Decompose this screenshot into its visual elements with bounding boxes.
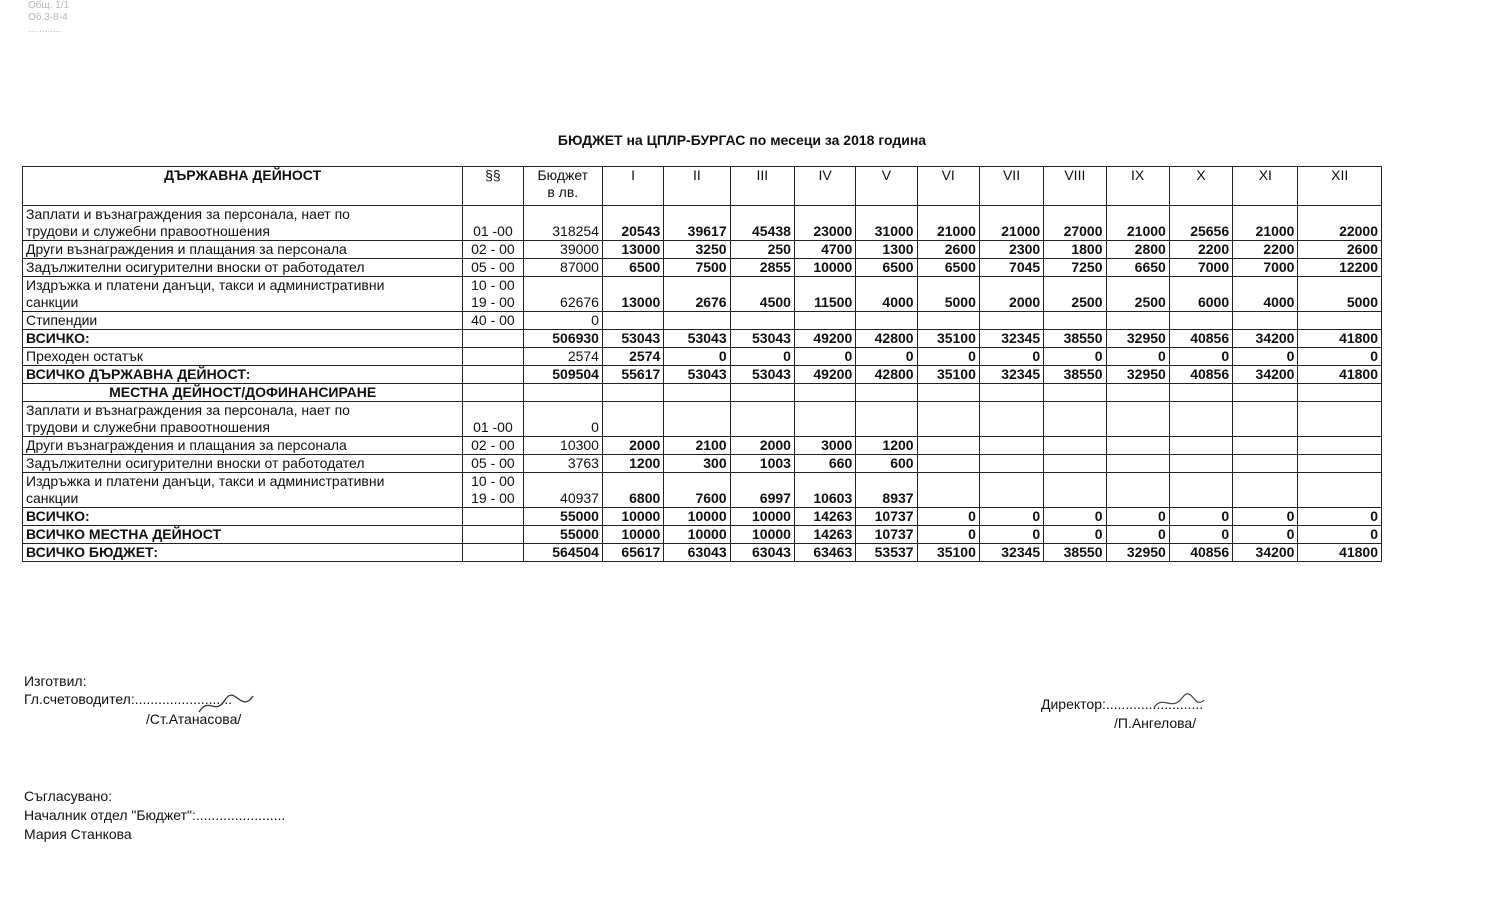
table-row — [23, 437, 1382, 455]
budget-head-name: Мария Станкова — [24, 826, 132, 842]
month-cell — [1169, 437, 1232, 455]
row-label: ВСИЧКО: — [23, 508, 463, 526]
month-cell: 0 — [664, 348, 730, 366]
month-cell: 34200 — [1233, 330, 1298, 348]
month-cell — [917, 455, 979, 473]
month-cell: 7250 — [1044, 259, 1106, 277]
month-cell: 53043 — [664, 330, 730, 348]
month-cell — [979, 473, 1043, 508]
month-cell — [979, 402, 1043, 437]
month-cell: 0 — [979, 526, 1043, 544]
month-cell — [602, 384, 663, 402]
month-cell: 42800 — [856, 330, 917, 348]
month-cell: 0 — [730, 348, 794, 366]
stamp-line: ............ — [28, 24, 62, 35]
month-cell: 5000 — [1298, 277, 1382, 312]
month-cell: 34200 — [1233, 366, 1298, 384]
row-label: Стипендии — [23, 312, 463, 330]
month-cell: 2200 — [1169, 241, 1232, 259]
month-cell: 0 — [1298, 348, 1382, 366]
month-cell: 2600 — [917, 241, 979, 259]
row-budget: 318254 — [523, 206, 602, 241]
month-cell: 12200 — [1298, 259, 1382, 277]
agreed-label: Съгласувано: — [24, 788, 113, 804]
row-budget: 55000 — [523, 508, 602, 526]
month-cell: 14263 — [794, 508, 855, 526]
month-cell — [1298, 437, 1382, 455]
row-label: ВСИЧКО ДЪРЖАВНА ДЕЙНОСТ: — [23, 366, 463, 384]
month-cell: 1200 — [602, 455, 663, 473]
table-row — [23, 241, 1382, 259]
budget-table — [22, 166, 1382, 562]
month-cell: 4700 — [794, 241, 855, 259]
month-cell: 0 — [917, 508, 979, 526]
row-label: ВСИЧКО БЮДЖЕТ: — [23, 544, 463, 562]
row-budget: 87000 — [523, 259, 602, 277]
month-cell: 2574 — [602, 348, 663, 366]
month-cell: 10000 — [602, 508, 663, 526]
month-cell: 0 — [917, 526, 979, 544]
month-cell: 3250 — [664, 241, 730, 259]
month-cell: 22000 — [1298, 206, 1382, 241]
row-label: Други възнаграждения и плащания за персонала — [23, 437, 463, 455]
month-cell — [1169, 384, 1232, 402]
month-cell: 10000 — [794, 259, 855, 277]
table-row — [23, 366, 1382, 384]
month-cell — [730, 402, 794, 437]
month-cell: 6650 — [1106, 259, 1169, 277]
row-label: Преходен остатък — [23, 348, 463, 366]
row-code: 05 - 00 — [463, 259, 523, 277]
header-month: VI — [917, 167, 979, 206]
month-cell: 4000 — [1233, 277, 1298, 312]
row-label: Задължителни осигурителни вноски от работодател — [23, 259, 463, 277]
month-cell: 32345 — [979, 366, 1043, 384]
header-month: II — [664, 167, 730, 206]
month-cell: 21000 — [979, 206, 1043, 241]
month-cell: 42800 — [856, 366, 917, 384]
month-cell — [664, 402, 730, 437]
row-budget: 39000 — [523, 241, 602, 259]
month-cell — [794, 402, 855, 437]
row-label: Заплати и възнаграждения за персонала, нает по трудови и служебни правоотношения — [23, 206, 463, 241]
month-cell: 660 — [794, 455, 855, 473]
month-cell: 53537 — [856, 544, 917, 562]
stamp-smudge — [8, 0, 288, 78]
month-cell — [1298, 455, 1382, 473]
header-month: VII — [979, 167, 1043, 206]
budget-head-label: Началник отдел "Бюджет":....................... — [24, 807, 286, 823]
month-cell — [917, 473, 979, 508]
header-month: XI — [1233, 167, 1298, 206]
month-cell — [1233, 473, 1298, 508]
table-row — [23, 206, 1382, 241]
month-cell: 7045 — [979, 259, 1043, 277]
month-cell: 49200 — [794, 330, 855, 348]
row-label: Издръжка и платени данъци, такси и административни санкции — [23, 277, 463, 312]
month-cell: 32950 — [1106, 330, 1169, 348]
prepared-label: Изготвил: — [24, 673, 87, 689]
month-cell — [1298, 402, 1382, 437]
month-cell: 34200 — [1233, 544, 1298, 562]
row-label: МЕСТНА ДЕЙНОСТ/ДОФИНАНСИРАНЕ — [23, 384, 463, 402]
row-label: Издръжка и платени данъци, такси и административни санкции — [23, 473, 463, 508]
month-cell — [664, 312, 730, 330]
month-cell — [917, 437, 979, 455]
row-code: 02 - 00 — [463, 437, 523, 455]
month-cell: 39617 — [664, 206, 730, 241]
month-cell: 0 — [1298, 526, 1382, 544]
month-cell: 10603 — [794, 473, 855, 508]
month-cell: 21000 — [917, 206, 979, 241]
month-cell — [1298, 384, 1382, 402]
header-month: IV — [794, 167, 855, 206]
month-cell — [856, 402, 917, 437]
header-month: III — [730, 167, 794, 206]
header-month: X — [1169, 167, 1232, 206]
row-budget: 509504 — [523, 366, 602, 384]
month-cell: 0 — [794, 348, 855, 366]
month-cell: 65617 — [602, 544, 663, 562]
month-cell — [1044, 437, 1106, 455]
month-cell: 300 — [664, 455, 730, 473]
header-month: I — [602, 167, 663, 206]
month-cell — [1169, 473, 1232, 508]
month-cell: 2676 — [664, 277, 730, 312]
header-month: IX — [1106, 167, 1169, 206]
month-cell: 35100 — [917, 366, 979, 384]
month-cell — [979, 437, 1043, 455]
row-code: 02 - 00 — [463, 241, 523, 259]
month-cell — [979, 312, 1043, 330]
month-cell — [1298, 473, 1382, 508]
month-cell: 35100 — [917, 544, 979, 562]
header-month: VIII — [1044, 167, 1106, 206]
month-cell: 6500 — [917, 259, 979, 277]
month-cell: 0 — [1233, 508, 1298, 526]
month-cell: 63043 — [730, 544, 794, 562]
month-cell — [1169, 455, 1232, 473]
row-budget: 2574 — [523, 348, 602, 366]
month-cell — [856, 312, 917, 330]
month-cell — [1233, 384, 1298, 402]
month-cell: 41800 — [1298, 544, 1382, 562]
month-cell: 0 — [1169, 508, 1232, 526]
month-cell: 63043 — [664, 544, 730, 562]
month-cell: 0 — [1298, 508, 1382, 526]
month-cell: 6500 — [602, 259, 663, 277]
month-cell: 40856 — [1169, 544, 1232, 562]
month-cell: 2800 — [1106, 241, 1169, 259]
row-label: Заплати и възнаграждения за персонала, нает по трудови и служебни правоотношения — [23, 402, 463, 437]
month-cell — [1106, 312, 1169, 330]
month-cell: 10000 — [664, 526, 730, 544]
row-code — [463, 544, 523, 562]
month-cell: 7000 — [1233, 259, 1298, 277]
month-cell: 55617 — [602, 366, 663, 384]
row-code: 40 - 00 — [463, 312, 523, 330]
month-cell: 2100 — [664, 437, 730, 455]
month-cell: 7600 — [664, 473, 730, 508]
month-cell: 6800 — [602, 473, 663, 508]
row-code: 05 - 00 — [463, 455, 523, 473]
header-month: XII — [1298, 167, 1382, 206]
month-cell — [1233, 437, 1298, 455]
month-cell — [730, 384, 794, 402]
row-code: 01 -00 — [463, 402, 523, 437]
table-row — [23, 330, 1382, 348]
month-cell: 0 — [1169, 526, 1232, 544]
row-budget: 506930 — [523, 330, 602, 348]
month-cell: 7500 — [664, 259, 730, 277]
month-cell: 38550 — [1044, 330, 1106, 348]
month-cell: 0 — [1106, 526, 1169, 544]
month-cell — [1106, 384, 1169, 402]
accountant-label: Гл.счетоводител:......................... — [24, 691, 232, 707]
month-cell: 27000 — [1044, 206, 1106, 241]
row-budget: 10300 — [523, 437, 602, 455]
month-cell: 14263 — [794, 526, 855, 544]
header-budget: Бюджет в лв. — [523, 167, 602, 206]
month-cell: 10000 — [730, 508, 794, 526]
month-cell: 32345 — [979, 330, 1043, 348]
row-label: ВСИЧКО МЕСТНА ДЕЙНОСТ — [23, 526, 463, 544]
month-cell: 25656 — [1169, 206, 1232, 241]
month-cell: 40856 — [1169, 330, 1232, 348]
month-cell — [1298, 312, 1382, 330]
month-cell — [1044, 473, 1106, 508]
header-label: ДЪРЖАВНА ДЕЙНОСТ — [23, 167, 463, 206]
table-row — [23, 402, 1382, 437]
month-cell: 0 — [1044, 348, 1106, 366]
row-label: Задължителни осигурителни вноски от работодател — [23, 455, 463, 473]
month-cell: 32950 — [1106, 544, 1169, 562]
month-cell: 10000 — [664, 508, 730, 526]
row-budget: 0 — [523, 312, 602, 330]
month-cell — [602, 312, 663, 330]
month-cell: 2000 — [730, 437, 794, 455]
month-cell: 5000 — [917, 277, 979, 312]
month-cell: 11500 — [794, 277, 855, 312]
month-cell — [664, 384, 730, 402]
row-code: 10 - 00 19 - 00 — [463, 277, 523, 312]
table-row — [23, 508, 1382, 526]
document-title: БЮДЖЕТ на ЦПЛР-БУРГАС по месеци за 2018 година — [557, 132, 927, 148]
month-cell — [1233, 402, 1298, 437]
row-code: 10 - 00 19 - 00 — [463, 473, 523, 508]
month-cell: 31000 — [856, 206, 917, 241]
month-cell: 32345 — [979, 544, 1043, 562]
month-cell: 8937 — [856, 473, 917, 508]
month-cell: 4000 — [856, 277, 917, 312]
month-cell: 2500 — [1106, 277, 1169, 312]
stamp-line: Общ. 1/1 — [28, 0, 70, 11]
row-code — [463, 508, 523, 526]
month-cell — [1169, 312, 1232, 330]
month-cell: 0 — [1233, 348, 1298, 366]
header-month: V — [856, 167, 917, 206]
month-cell: 2000 — [979, 277, 1043, 312]
month-cell: 0 — [1044, 526, 1106, 544]
month-cell: 10000 — [602, 526, 663, 544]
row-budget: 3763 — [523, 455, 602, 473]
month-cell: 0 — [1169, 348, 1232, 366]
row-code — [463, 366, 523, 384]
month-cell: 13000 — [602, 277, 663, 312]
table-row — [23, 277, 1382, 312]
month-cell: 2300 — [979, 241, 1043, 259]
month-cell: 2500 — [1044, 277, 1106, 312]
month-cell — [1106, 455, 1169, 473]
month-cell: 6997 — [730, 473, 794, 508]
row-budget: 564504 — [523, 544, 602, 562]
row-code: 01 -00 — [463, 206, 523, 241]
month-cell: 38550 — [1044, 544, 1106, 562]
month-cell: 0 — [856, 348, 917, 366]
table-row — [23, 473, 1382, 508]
month-cell — [1044, 402, 1106, 437]
month-cell: 10737 — [856, 526, 917, 544]
month-cell — [979, 384, 1043, 402]
month-cell — [1044, 384, 1106, 402]
month-cell: 41800 — [1298, 330, 1382, 348]
accountant-signature — [195, 690, 275, 720]
month-cell: 53043 — [664, 366, 730, 384]
month-cell — [794, 384, 855, 402]
table-row — [23, 348, 1382, 366]
director-label: Директор:......................... — [1041, 696, 1204, 712]
row-label: ВСИЧКО: — [23, 330, 463, 348]
month-cell: 600 — [856, 455, 917, 473]
row-budget: 40937 — [523, 473, 602, 508]
table-row — [23, 526, 1382, 544]
month-cell — [1106, 437, 1169, 455]
month-cell: 2000 — [602, 437, 663, 455]
month-cell — [1044, 455, 1106, 473]
row-code — [463, 526, 523, 544]
month-cell: 0 — [979, 508, 1043, 526]
header-code: §§ — [463, 167, 523, 206]
month-cell — [602, 402, 663, 437]
director-name: /П.Ангелова/ — [1114, 715, 1197, 731]
row-label: Други възнаграждения и плащания за персонала — [23, 241, 463, 259]
month-cell: 2200 — [1233, 241, 1298, 259]
month-cell — [730, 312, 794, 330]
month-cell: 53043 — [730, 330, 794, 348]
month-cell: 53043 — [602, 330, 663, 348]
month-cell — [1106, 473, 1169, 508]
month-cell: 0 — [1106, 508, 1169, 526]
table-row — [23, 455, 1382, 473]
row-budget: 62676 — [523, 277, 602, 312]
director-signature — [1150, 690, 1210, 716]
table-row — [23, 384, 1382, 402]
month-cell: 1800 — [1044, 241, 1106, 259]
accountant-name: /Ст.Атанасова/ — [146, 711, 242, 727]
month-cell — [917, 384, 979, 402]
month-cell: 35100 — [917, 330, 979, 348]
table-row — [23, 544, 1382, 562]
month-cell — [979, 455, 1043, 473]
month-cell — [1169, 402, 1232, 437]
month-cell: 32950 — [1106, 366, 1169, 384]
month-cell: 3000 — [794, 437, 855, 455]
month-cell: 250 — [730, 241, 794, 259]
month-cell: 0 — [979, 348, 1043, 366]
row-budget: 0 — [523, 402, 602, 437]
month-cell: 45438 — [730, 206, 794, 241]
month-cell — [917, 312, 979, 330]
row-budget: 55000 — [523, 526, 602, 544]
month-cell: 10000 — [730, 526, 794, 544]
month-cell: 6500 — [856, 259, 917, 277]
month-cell: 49200 — [794, 366, 855, 384]
month-cell — [1233, 455, 1298, 473]
month-cell — [856, 384, 917, 402]
table-row — [23, 312, 1382, 330]
month-cell: 7000 — [1169, 259, 1232, 277]
month-cell: 1003 — [730, 455, 794, 473]
month-cell: 1300 — [856, 241, 917, 259]
month-cell: 21000 — [1233, 206, 1298, 241]
month-cell: 0 — [1233, 526, 1298, 544]
month-cell: 1200 — [856, 437, 917, 455]
month-cell — [1106, 402, 1169, 437]
month-cell: 21000 — [1106, 206, 1169, 241]
month-cell: 41800 — [1298, 366, 1382, 384]
month-cell: 40856 — [1169, 366, 1232, 384]
table-row — [23, 259, 1382, 277]
month-cell: 4500 — [730, 277, 794, 312]
month-cell: 38550 — [1044, 366, 1106, 384]
month-cell: 2855 — [730, 259, 794, 277]
month-cell: 0 — [1106, 348, 1169, 366]
row-code — [463, 384, 523, 402]
row-budget — [523, 384, 602, 402]
month-cell — [1044, 312, 1106, 330]
month-cell: 6000 — [1169, 277, 1232, 312]
stamp-line: Об.3-8-4 — [28, 12, 68, 23]
table-header — [23, 167, 1382, 206]
month-cell: 2600 — [1298, 241, 1382, 259]
month-cell: 20543 — [602, 206, 663, 241]
month-cell: 0 — [1044, 508, 1106, 526]
month-cell: 13000 — [602, 241, 663, 259]
month-cell — [917, 402, 979, 437]
row-code — [463, 348, 523, 366]
month-cell: 53043 — [730, 366, 794, 384]
month-cell — [1233, 312, 1298, 330]
month-cell: 10737 — [856, 508, 917, 526]
month-cell: 23000 — [794, 206, 855, 241]
month-cell — [794, 312, 855, 330]
month-cell: 0 — [917, 348, 979, 366]
row-code — [463, 330, 523, 348]
month-cell: 63463 — [794, 544, 855, 562]
